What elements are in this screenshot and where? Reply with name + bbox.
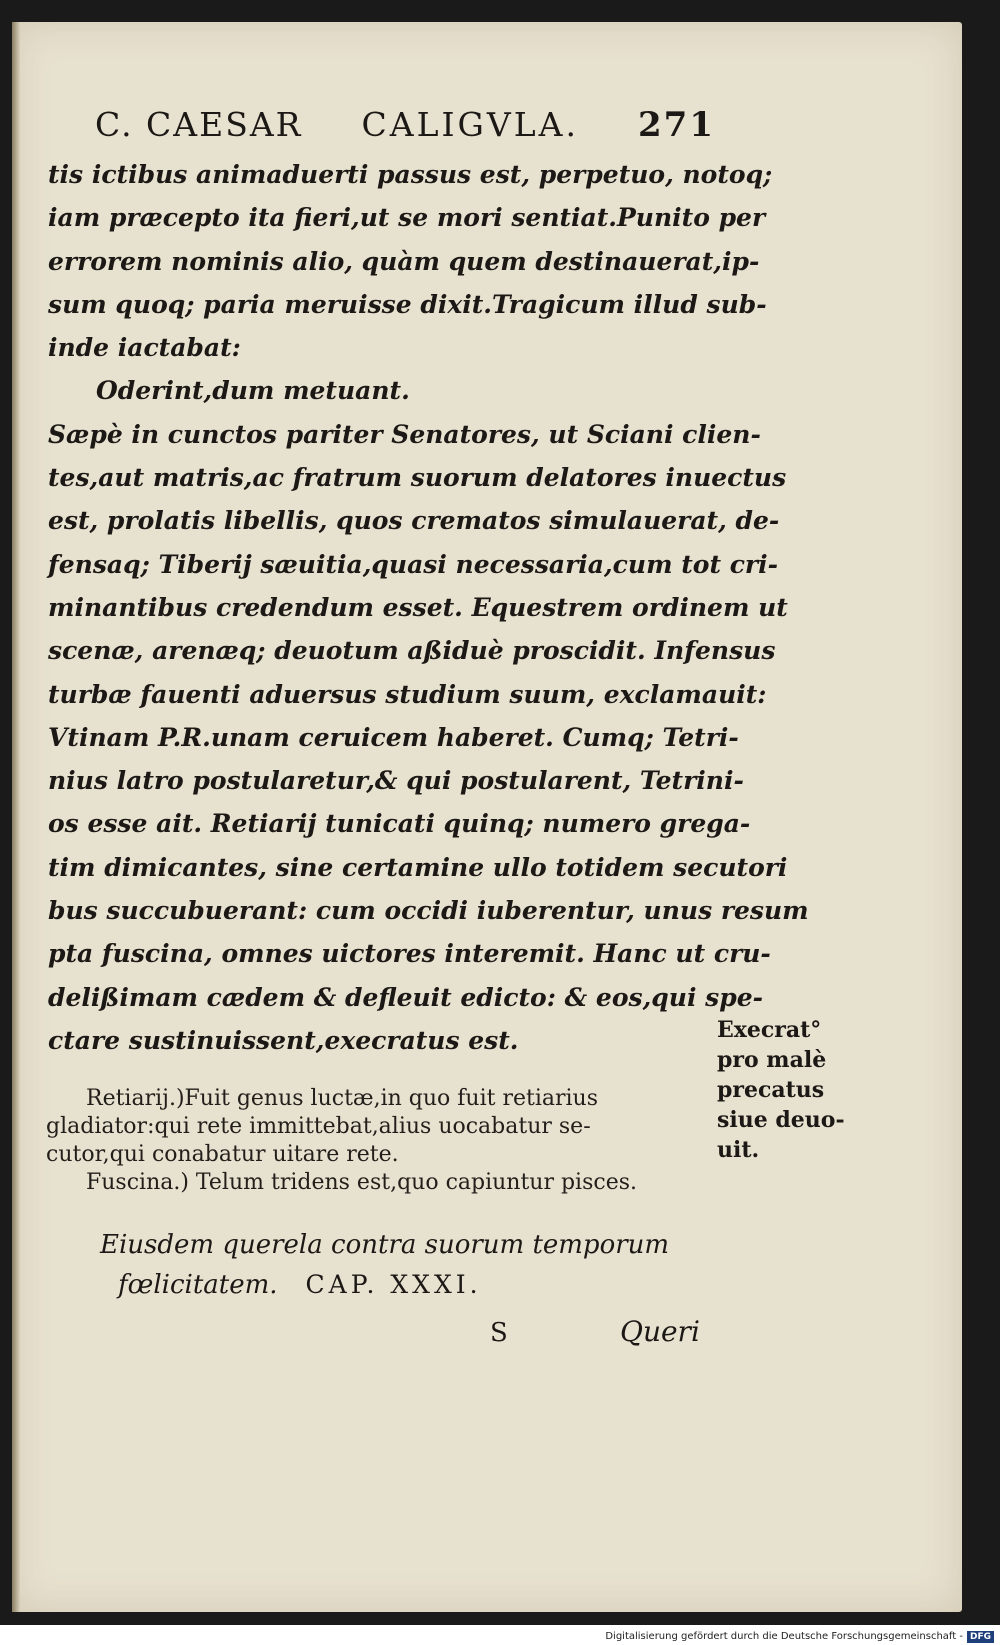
text-line: Vtinam P.R.unam ceruicem haberet. Cumq; Tetri-: [48, 722, 739, 752]
marginal-note: [717, 1015, 857, 1165]
margin-note-line: uit.: [717, 1137, 760, 1163]
text-line: turbæ fauenti aduersus studium suum, exclamauit:: [48, 679, 767, 709]
header-title-left: C. CAESAR: [95, 105, 303, 144]
text-line: tim dimicantes, sine certamine ullo totidem secutori: [48, 852, 788, 882]
chapter-heading: [100, 1225, 700, 1305]
margin-note-line: precatus: [717, 1077, 825, 1103]
text-line: bus succubuerant: cum occidi iuberentur, unus resum: [48, 896, 809, 926]
note-line: gladiator:qui rete immittebat,alius uocabatur se-: [46, 1114, 591, 1139]
annotation-notes: [46, 1085, 726, 1197]
text-line: inde iactabat:: [48, 333, 241, 363]
text-line: sum quoq; paria meruisse dixit.Tragicum illud sub-: [48, 289, 767, 319]
text-line: tis ictibus animaduerti passus est, perpetuo, notoq;: [48, 160, 773, 189]
text-line: iam præcepto ita fieri,ut se mori sentiat.Punito per: [48, 203, 766, 233]
note-line: cutor,qui conabatur uitare rete.: [46, 1142, 399, 1167]
note-line: Fuscina.) Telum tridens est,quo capiuntur pisces.: [86, 1170, 638, 1195]
text-line: pta fuscina, omnes uictores interemit. Hanc ut cru-: [48, 939, 771, 969]
footer-credit: Digitalisierung gefördert durch die Deutsche Forschungsgemeinschaft -: [605, 1631, 963, 1642]
margin-note-line: Execrat°: [717, 1017, 822, 1043]
text-line: delißimam cædem & defleuit edicto: & eos,qui spe-: [48, 982, 763, 1012]
page-gutter-edge: [12, 22, 20, 1612]
running-header: [95, 105, 715, 145]
quote-line: Oderint,dum metuant.: [96, 376, 410, 406]
text-line: Sæpè in cunctos pariter Senatores, ut Sciani clien-: [48, 419, 761, 449]
header-title-right: CALIGVLA.: [361, 105, 579, 144]
catchword: Queri: [620, 1315, 700, 1348]
margin-note-line: pro malè: [717, 1047, 827, 1073]
text-line: tes,aut matris,ac fratrum suorum delatores inuectus: [48, 463, 787, 493]
text-line: est, prolatis libellis, quos crematos simulauerat, de-: [48, 506, 780, 536]
chapter-number: CAP. XXXI.: [305, 1270, 482, 1299]
signature-mark: S: [490, 1318, 508, 1348]
text-line: nius latro postularetur,& qui postularent, Tetrini-: [48, 766, 744, 796]
dfg-logo: DFG: [967, 1631, 994, 1643]
main-text-block: [48, 153, 809, 1062]
text-line: os esse ait. Retiarij tunicati quinq; numero grega-: [48, 809, 751, 839]
text-line: scenæ, arenæq; deuotum aßiduè proscidit. Infensus: [48, 636, 776, 666]
chapter-title-line: Eiusdem querela contra suorum temporum: [100, 1230, 670, 1260]
text-line: ctare sustinuissent,execratus est.: [48, 1025, 519, 1055]
note-line: Retiarij.)Fuit genus luctæ,in quo fuit retiarius: [86, 1086, 599, 1111]
text-line: minantibus credendum esset. Equestrem ordinem ut: [48, 592, 788, 622]
chapter-title-word: fœlicitatem.: [118, 1270, 278, 1300]
page-number: 271: [638, 105, 715, 145]
digitization-footer: [0, 1628, 1000, 1645]
text-line: fensaq; Tiberij sæuitia,quasi necessaria,cum tot cri-: [48, 549, 778, 579]
margin-note-line: siue deuo-: [717, 1107, 845, 1133]
chapter-title-line-2: [100, 1265, 700, 1305]
text-line: errorem nominis alio, quàm quem destinauerat,ip-: [48, 246, 760, 276]
